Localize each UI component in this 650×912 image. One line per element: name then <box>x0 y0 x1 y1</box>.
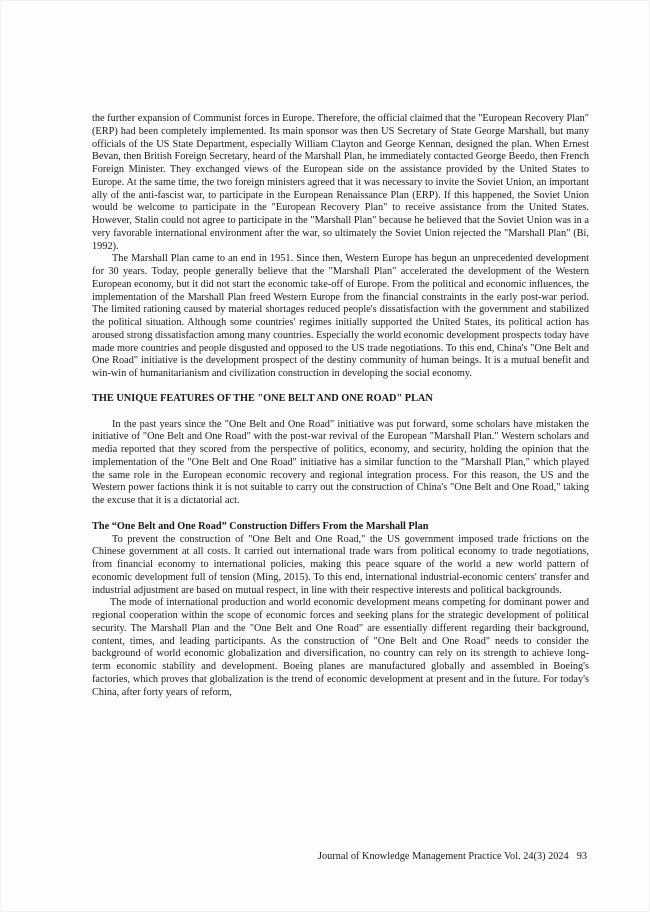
page-footer <box>318 850 587 863</box>
paragraph-1: the further expansion of Communist forces in Europe. Therefore, the official claimed that the "European Recovery Plan" (ERP) had been completely implemented. Its main sponsor was then US Secretary of State George Marshall, but many officials of the US State Department, especially William Clayton and George Kennan, designed the plan. When Ernest Bevan, then British Foreign Secretary, heard of the Marshall Plan, he immediately contacted George Beedo, then French Foreign Minister. They exchanged views of the European side on the assistance provided by the United States to Europe. At the same time, the two foreign ministers agreed that it was necessary to invite the Soviet Union, an important ally of the anti-fascist war, to participate in the European Renaissance Plan (ERP). If this happened, the Soviet Union would be welcome to participate in the "European Recovery Plan" to receive assistance from the United States. However, Stalin could not agree to participate in the "Marshall Plan" because he believed that the Soviet Union was in a very favorable international environment after the war, so ultimately the Soviet Union rejected the "Marshall Plan" (Bi, 1992). <box>92 113 589 252</box>
section-heading: THE UNIQUE FEATURES OF THE "ONE BELT AND ONE ROAD" PLAN <box>92 392 433 404</box>
page-number: 93 <box>576 851 587 862</box>
subsection-heading: The “One Belt and One Road” Construction Differs From the Marshall Plan <box>92 520 429 532</box>
journal-citation: Journal of Knowledge Management Practice Vol. 24(3) 2024 <box>318 851 569 862</box>
paragraph-2: The Marshall Plan came to an end in 1951. Since then, Western Europe has begun an unprecedented development for 30 years. Today, people generally believe that the "Marshall Plan" accelerated the development of the Western European economy, but it did not start the economic take-off of Europe. From the political and economic influences, the implementation of the Marshall Plan freed Western Europe from the financial constraints in the early post-war period. The limited rationing caused by material shortages reduced people's dissatisfaction with the government and stabilized the political situation. Although some countries' regimes initially supported the United States, its political action has aroused strong dissatisfaction among many countries. Especially the world economic development prospects today have made more countries and people disgusted and opposed to the US trade negotiations. To this end, China's "One Belt and One Road" initiative is the development prospect of the destiny community of human beings. It is a mutual benefit and win-win of humanitarianism and civilization construction in developing the social economy. <box>92 253 589 379</box>
body-text <box>92 113 589 699</box>
paragraph-3: In the past years since the "One Belt and One Road" initiative was put forward, some scholars have mistaken the initiative of "One Belt and One Road" with the post-war revival of the European "Marshall Plan." Western scholars and media reported that they scored from the perspective of politics, economy, and security, holding the opinion that the implementation of the "One Belt and One Road" initiative has a similar function to the "Marshall Plan," which played the same role in the European economic recovery and regional integration process. For this reason, the US and the Western power factions think it is not suitable to carry out the construction of China's "One Belt and One Road," taking the excuse that it is a dictatorial act. <box>92 418 589 506</box>
paragraph-4: To prevent the construction of "One Belt and One Road," the US government imposed trade frictions on the Chinese government at all costs. It carried out international trade wars from political economy to trade negotiations, from financial economy to international policies, making this peace square of the world a new world pattern of economic development full of tension (Ming, 2015). To this end, international industrial-economic centers' transfer and industrial adjustment are based on mutual respect, in line with their respective interests and political backgrounds. <box>92 533 589 596</box>
paragraph-5: The mode of international production and world economic development means competing for dominant power and regional cooperation within the scope of economic forces and seeking plans for the strategic development of political security. The Marshall Plan and the "One Belt and One Road" are essentially different regarding their background, content, times, and leading participants. As the construction of "One Belt and One Road" needs to consider the background of world economic globalization and diversification, no country can rely on its strength to achieve long-term economic stability and development. Boeing planes are manufactured globally and assembled in Boeing's factories, which proves that globalization is the trend of economic development at present and in the future. For today's China, after forty years of reform, <box>92 597 589 698</box>
